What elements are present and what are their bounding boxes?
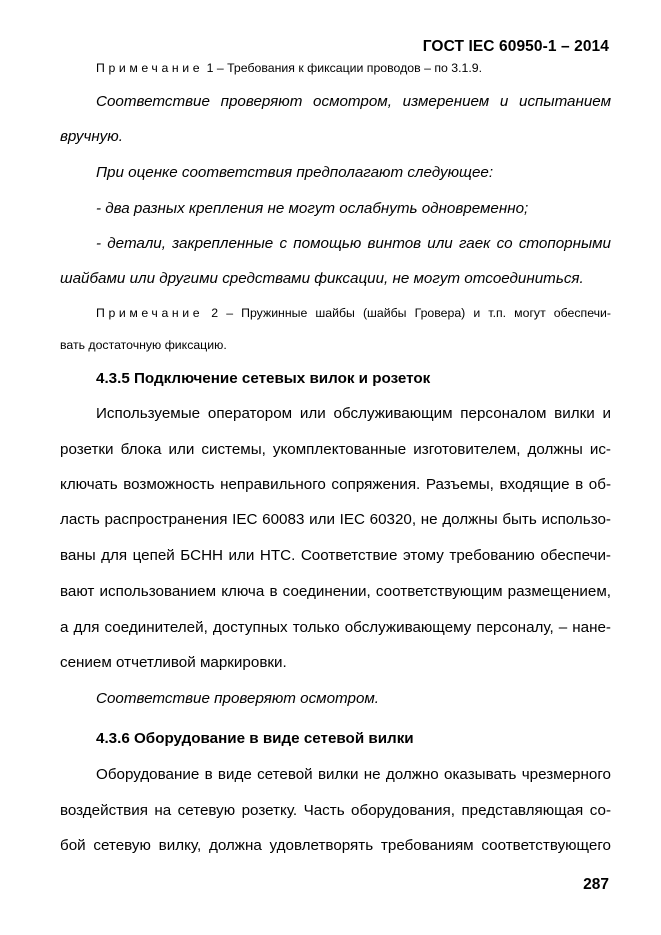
paragraph-line: бой сетевую вилку, должна удовлетворять требованиям соответствующего [60,837,611,854]
paragraph-line: Соответствие проверяют осмотром, измерением и испытанием [96,93,611,110]
list-item: - детали, закрепленные с помощью винтов или гаек со стопорными [96,235,611,252]
paragraph-line: ключать возможность неправильного сопряжения. Разъемы, входящие в об- [60,476,611,493]
note-2 [96,306,611,320]
paragraph-line: воздействия на сетевую розетку. Часть оборудования, представляющая со- [60,802,611,819]
compliance-line: Соответствие проверяют осмотром. [96,690,380,707]
list-item: - два разных крепления не могут ослабнуть одновременно; [96,200,529,217]
paragraph-line: розетки блока или системы, укомплектованные изготовителем, должны ис- [60,441,611,458]
paragraph-line: Используемые оператором или обслуживающим персоналом вилки и [96,405,611,422]
paragraph-line: вают использованием ключа в соединении, соответствующим размещением, [60,583,611,600]
list-item-continuation: шайбами или другими средствами фиксации, не могут отсоединиться. [60,270,584,287]
page-number: 287 [583,876,609,893]
note-text: 2 – Пружинные шайбы (шайбы Гровера) и т.п. могут обеспечи- [203,306,611,320]
note-label: Примечание [96,306,204,320]
paragraph-line: ласть распространения IEC 60083 или IEC 60320, не должны быть использо- [60,511,611,528]
paragraph-line: При оценке соответствия предполагают следующее: [96,164,494,181]
paragraph-line: Оборудование в виде сетевой вилки не должно оказывать чрезмерного [96,766,611,783]
note-1 [96,61,611,75]
section-heading-4-3-6: 4.3.6 Оборудование в виде сетевой вилки [96,730,414,747]
note-label: Примечание [96,61,204,75]
paragraph-line: а для соединителей, доступных только обслуживающему персоналу, – нане- [60,619,611,636]
note-text: 1 – Требования к фиксации проводов – по 3.1.9. [203,61,483,75]
note-2-line2: вать достаточную фиксацию. [60,338,227,352]
paragraph-line: сением отчетливой маркировки. [60,654,287,671]
document-header: ГОСТ IEC 60950-1 – 2014 [422,38,609,55]
paragraph-line: ваны для цепей БСНН или НТС. Соответствие этому требованию обеспечи- [60,547,611,564]
paragraph-line: вручную. [60,128,123,145]
section-heading-4-3-5: 4.3.5 Подключение сетевых вилок и розеток [96,370,431,387]
